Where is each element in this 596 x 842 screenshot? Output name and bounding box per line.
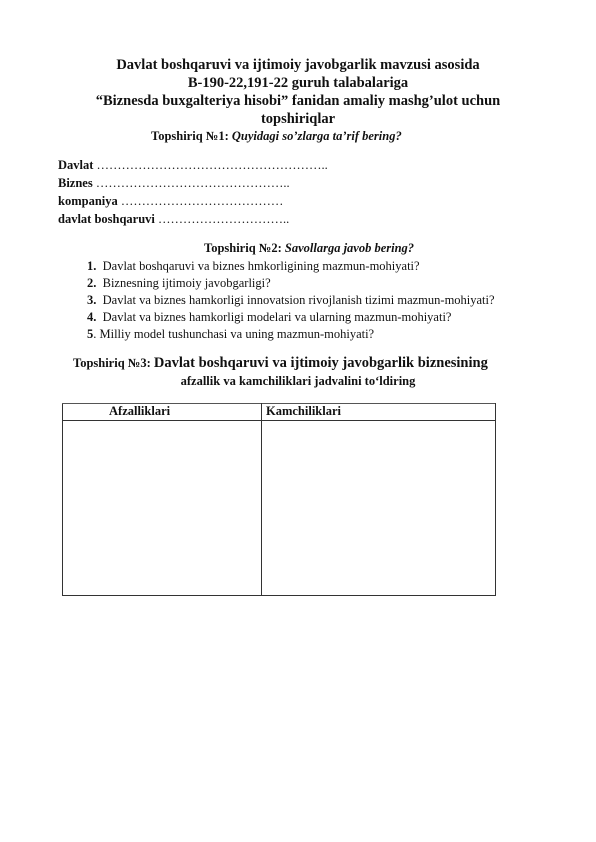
task1-label: Topshiriq №1: (151, 129, 232, 143)
task1-heading (151, 129, 402, 144)
question-item (87, 259, 420, 274)
header-line-3: “Biznesda buxgalteriya hisobi” fanidan amaliy mashg’ulot uchun (95, 93, 501, 109)
table-header-row (63, 404, 496, 421)
term-blank: ………………………….. (154, 212, 290, 226)
question-item (87, 276, 271, 291)
task1-instruction: Quyidagi so’zlarga ta’rif bering? (231, 129, 402, 143)
task3-heading (73, 354, 488, 372)
task2-instruction: Savollarga javob bering? (284, 241, 415, 255)
header-line-2: B-190-22,191-22 guruh talabalariga (187, 75, 409, 91)
term-line (58, 194, 283, 209)
column-header-advantages: Afzalliklari (63, 404, 262, 421)
task3-title: Davlat boshqaruvi va ijtimoiy javobgarlik biznesining (153, 355, 488, 371)
header-line-4: topshiriqlar (260, 111, 336, 127)
header-line-1: Davlat boshqaruvi va ijtimoiy javobgarlik mavzusi asosida (116, 57, 480, 73)
question-text: . Milliy model tushunchasi va uning mazmun-mohiyati? (93, 327, 375, 341)
question-item (87, 327, 374, 342)
advantages-disadvantages-table (62, 403, 496, 596)
question-number: 3. (87, 293, 97, 307)
disadvantages-cell[interactable] (262, 421, 496, 596)
term-line (58, 176, 290, 191)
question-number: 1. (87, 259, 97, 273)
term-blank: ………………………………… (117, 194, 284, 208)
task3-label: Topshiriq №3: (73, 356, 154, 370)
advantages-cell[interactable] (63, 421, 262, 596)
term-blank: ……………………………………….. (92, 176, 290, 190)
task2-label: Topshiriq №2: (204, 241, 285, 255)
term-label: Davlat (58, 158, 94, 172)
question-item (87, 293, 495, 308)
column-header-disadvantages: Kamchiliklari (262, 404, 496, 421)
question-text: Davlat va biznes hamkorligi innovatsion rivojlanish tizimi mazmun-mohiyati? (102, 293, 495, 307)
question-number: 2. (87, 276, 97, 290)
table-row (63, 421, 496, 596)
term-blank: ……………………………………………….. (93, 158, 328, 172)
task3-subtitle: afzallik va kamchiliklari jadvalini to‘ldiring (180, 374, 416, 388)
question-text: Davlat va biznes hamkorligi modelari va ularning mazmun-mohiyati? (102, 310, 452, 324)
term-label: Biznes (58, 176, 93, 190)
term-line (58, 158, 328, 173)
question-item (87, 310, 451, 325)
question-number: 4. (87, 310, 97, 324)
term-label: kompaniya (58, 194, 118, 208)
term-line (58, 212, 289, 227)
question-number: 5 (87, 327, 94, 341)
question-text: Biznesning ijtimoiy javobgarligi? (102, 276, 271, 290)
question-text: Davlat boshqaruvi va biznes hmkorligining mazmun-mohiyati? (102, 259, 420, 273)
term-label: davlat boshqaruvi (58, 212, 155, 226)
task2-heading (204, 241, 414, 256)
